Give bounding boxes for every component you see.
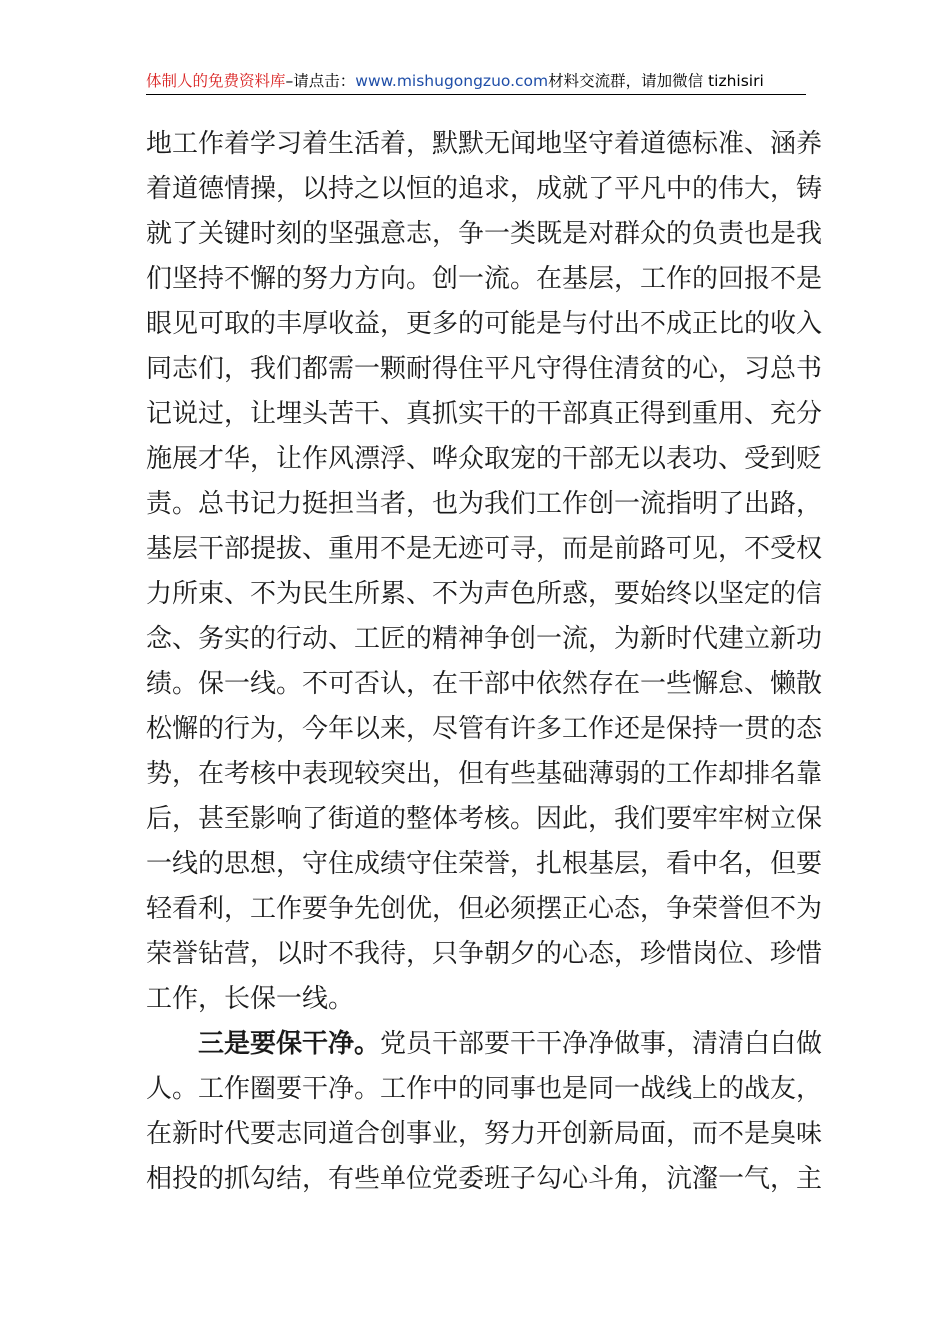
text-line: 基层干部提拔、重用不是无迹可寻，而是前路可见，不受权: [146, 534, 823, 564]
header-site-name: 体制人的免费资料库: [146, 72, 286, 90]
text-line: 责。总书记力挺担当者，也为我们工作创一流指明了出路，: [146, 489, 823, 519]
header-click-text: –请点击：: [285, 72, 356, 90]
text-line: 工作，长保一线。: [146, 984, 355, 1014]
document-body: [146, 122, 823, 1202]
header-url-link[interactable]: www.mishugongzuo.com: [355, 72, 549, 90]
text-line: 地工作着学习着生活着，默默无闻地坚守着道德标准、涵养: [146, 129, 823, 159]
text-line: 绩。保一线。不可否认，在干部中依然存在一些懈怠、懒散: [146, 669, 823, 699]
text-line: 在新时代要志同道合创事业，努力开创新局面，而不是臭味: [146, 1119, 823, 1149]
text-line: 后，甚至影响了街道的整体考核。因此，我们要牢牢树立保: [146, 804, 823, 834]
text-line: 松懈的行为，今年以来，尽管有许多工作还是保持一贯的态: [146, 714, 823, 744]
page-header: [146, 68, 806, 95]
text-line: 同志们，我们都需一颗耐得住平凡守得住清贫的心，习总书: [146, 354, 823, 384]
text-line: 念、务实的行动、工匠的精神争创一流，为新时代建立新功: [146, 624, 823, 654]
text-line: 相投的抓勾结，有些单位党委班子勾心斗角，沆瀣一气，主: [146, 1164, 823, 1194]
text-line: 力所束、不为民生所累、不为声色所惑，要始终以坚定的信: [146, 579, 823, 609]
text-line: 轻看利，工作要争先创优，但必须摆正心态，争荣誉但不为: [146, 894, 823, 924]
section-heading: 三是要保干净。: [198, 1029, 381, 1059]
text-line: 施展才华，让作风漂浮、哗众取宠的干部无以表功、受到贬: [146, 444, 823, 474]
heading-line-rest: 党员干部要干干净净做事，清清白白做: [380, 1029, 823, 1059]
text-line: 着道德情操，以持之以恒的追求，成就了平凡中的伟大，铸: [146, 174, 823, 204]
text-line: 人。工作圈要干净。工作中的同事也是同一战线上的战友，: [146, 1074, 823, 1104]
text-line: 眼见可取的丰厚收益，更多的可能是与付出不成正比的收入: [146, 309, 823, 339]
text-line: 记说过，让埋头苦干、真抓实干的干部真正得到重用、充分: [146, 399, 823, 429]
text-line: 荣誉钻营，以时不我待，只争朝夕的心态，珍惜岗位、珍惜: [146, 939, 823, 969]
text-line: 一线的思想，守住成绩守住荣誉，扎根基层，看中名，但要: [146, 849, 823, 879]
text-line-with-heading: [146, 1022, 823, 1067]
header-group-text: 材料交流群，请加微信 tizhisiri: [548, 72, 764, 90]
text-line: 们坚持不懈的努力方向。创一流。在基层，工作的回报不是: [146, 264, 823, 294]
text-line: 势，在考核中表现较突出，但有些基础薄弱的工作却排名靠: [146, 759, 823, 789]
text-line: 就了关键时刻的坚强意志，争一类既是对群众的负责也是我: [146, 219, 823, 249]
paragraph-2: [146, 1022, 823, 1202]
paragraph-1: [146, 122, 823, 1022]
